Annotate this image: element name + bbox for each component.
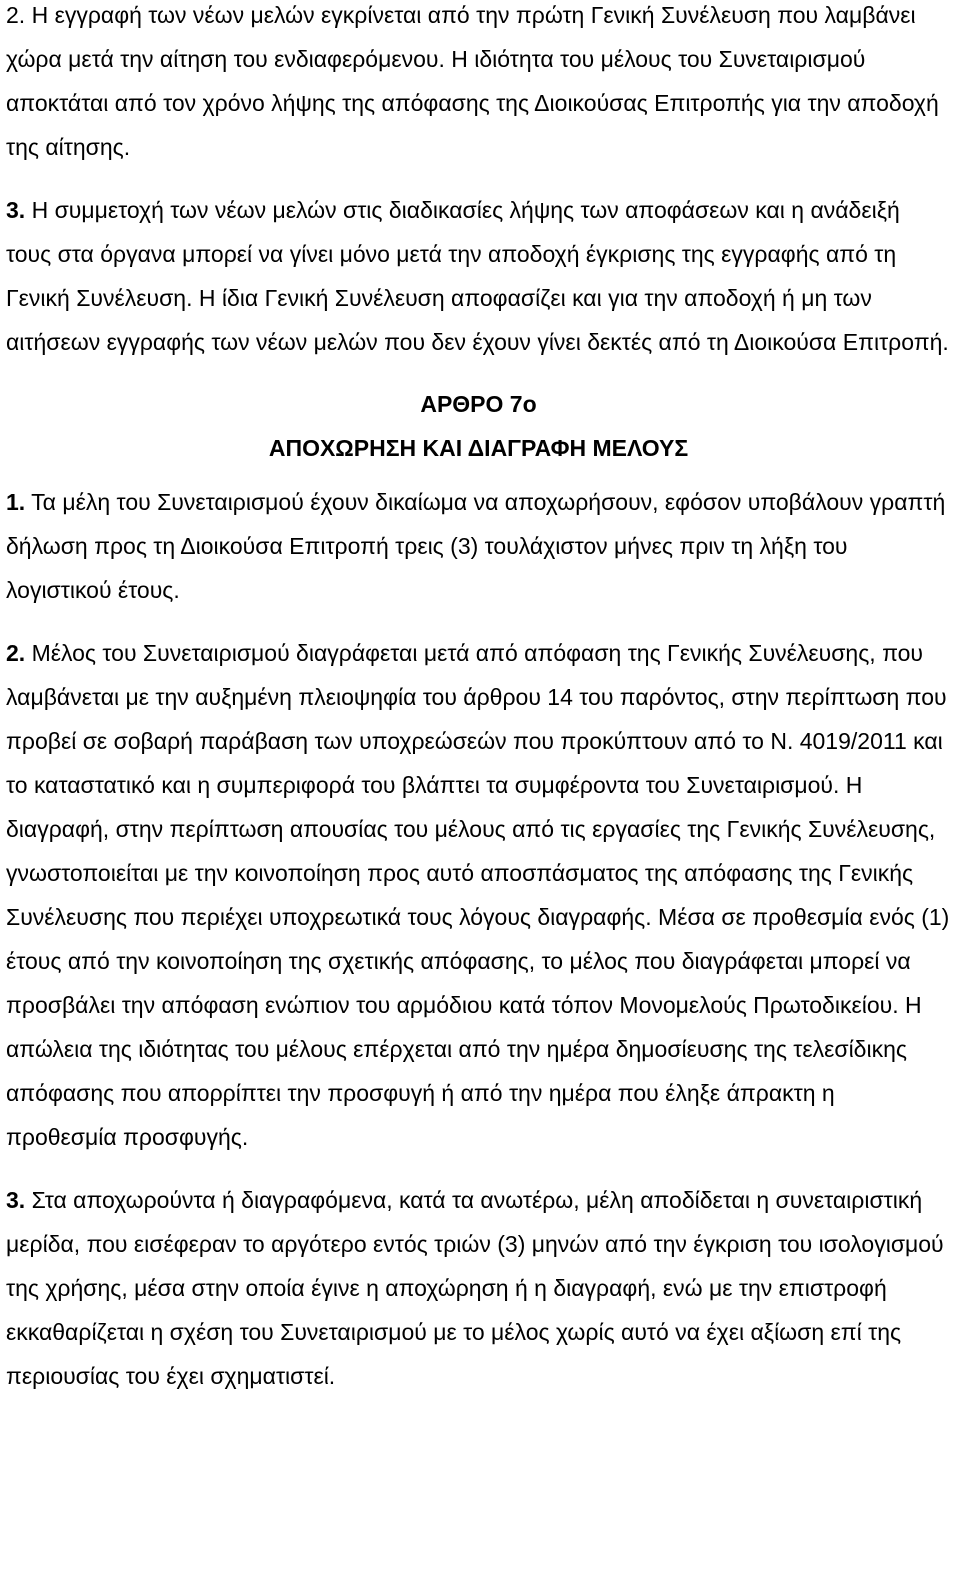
paragraph-3	[6, 188, 951, 364]
paragraph-text: Η συμμετοχή των νέων μελών στις διαδικασίες λήψης των αποφάσεων και η ανάδειξή τους στα όργανα μπορεί να γίνει μόνο μετά την αποδοχή έγκρισης της εγγραφής από τη Γενική Συνέλευση. Η ίδια Γενική Συνέλευση αποφασίζει και για την αποδοχή ή μη των αιτήσεων εγγραφής των νέων μελών που δεν έχουν γίνει δεκτές από τη Διοικούσα Επιτροπή.	[6, 197, 949, 355]
paragraph-text: Στα αποχωρούντα ή διαγραφόμενα, κατά τα ανωτέρω, μέλη αποδίδεται η συνεταιριστική μερίδα, που εισέφεραν το αργότερο εντός τριών (3) μηνών από την έγκριση του ισολογισμού της χρήσης, μέσα στην οποία έγινε η αποχώρηση ή η διαγραφή, ενώ με την επιστροφή εκκαθαρίζεται η σχέση του Συνεταιρισμού με το μέλος χωρίς αυτό να έχει αξίωση επί της περιουσίας του έχει σχηματιστεί.	[6, 1187, 944, 1389]
article-paragraph-1	[6, 480, 951, 612]
paragraph-number: 3.	[6, 1187, 26, 1213]
paragraph-number: 2.	[6, 640, 26, 666]
article-paragraph-3	[6, 1178, 951, 1398]
article-title-heading: ΑΠΟΧΩΡΗΣΗ ΚΑΙ ΔΙΑΓΡΑΦΗ ΜΕΛΟΥΣ	[268, 435, 689, 461]
paragraph-number: 3.	[6, 197, 26, 223]
article-paragraph-2	[6, 631, 951, 1159]
paragraph-number: 1.	[6, 489, 26, 515]
article-number-heading: ΑΡΘΡΟ 7ο	[420, 391, 537, 417]
paragraph-text: Τα μέλη του Συνεταιρισμού έχουν δικαίωμα να αποχωρήσουν, εφόσον υποβάλουν γραπτή δήλωση προς τη Διοικούσα Επιτροπή τρεις (3) τουλάχιστον μήνες πριν τη λήξη του λογιστικού έτους.	[6, 489, 946, 603]
paragraph-text: 2. Η εγγραφή των νέων μελών εγκρίνεται από την πρώτη Γενική Συνέλευση που λαμβάνει χώρα μετά την αίτηση του ενδιαφερόμενου. Η ιδιότητα του μέλους του Συνεταιρισμού αποκτάται από τον χρόνο λήψης της απόφασης της Διοικούσας Επιτροπής για την αποδοχή της αίτησης.	[6, 2, 939, 160]
document-page	[6, 0, 951, 1398]
paragraph-text: Μέλος του Συνεταιρισμού διαγράφεται μετά από απόφαση της Γενικής Συνέλευσης, που λαμβάνεται με την αυξημένη πλειοψηφία του άρθρου 14 του παρόντος, στην περίπτωση που προβεί σε σοβαρή παράβαση των υποχρεώσεών που προκύπτουν από το Ν. 4019/2011 και το καταστατικό και η συμπεριφορά του βλάπτει τα συμφέροντα του Συνεταιρισμού. Η διαγραφή, στην περίπτωση απουσίας του μέλους από τις εργασίες της Γενικής Συνέλευσης, γνωστοποιείται με την κοινοποίηση προς αυτό αποσπάσματος της απόφασης της Γενικής Συνέλευσης που περιέχει υποχρεωτικά τους λόγους διαγραφής. Μέσα σε προθεσμία ενός (1) έτους από την κοινοποίηση της σχετικής απόφασης, το μέλος που διαγράφεται μπορεί να προσβάλει την απόφαση ενώπιον του αρμόδιου κατά τόπον Μονομελούς Πρωτοδικείου. Η απώλεια της ιδιότητας του μέλους επέρχεται από την ημέρα δημοσίευσης της τελεσίδικης απόφασης που απορρίπτει την προσφυγή ή από την ημέρα που έληξε άπρακτη η προθεσμία προσφυγής.	[6, 640, 950, 1150]
paragraph-2-continued	[6, 0, 951, 169]
article-heading	[6, 382, 951, 470]
